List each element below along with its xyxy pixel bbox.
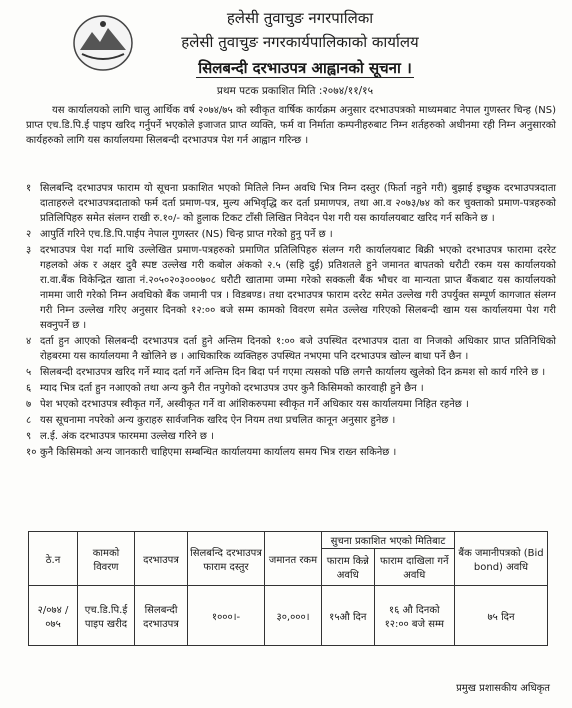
cell-guarantee: ३०,०००। xyxy=(265,586,322,646)
publication-date: प्रथम पटक प्रकाशित मिति :२०७४/११/१५ xyxy=(216,85,374,97)
list-item xyxy=(26,397,556,412)
col-header-bank-guarantee: बैंक जमानीपत्रको (Bid bond) अवधि xyxy=(455,532,548,586)
col-header-pub-group: सुचना प्रकाशित भएको मितिबाट xyxy=(322,532,455,549)
col-header-bid-type: दरभाउपत्र xyxy=(135,532,188,586)
item-number: ४ xyxy=(26,336,32,347)
notice-title-text: सिलबन्दी दरभाउपत्र आह्वानको सूचना । xyxy=(198,59,412,77)
item-number: ७ xyxy=(26,399,32,410)
item-text: दर्ता हुन आएको सिलबन्दी दरभाउपत्र दर्ता हुने अन्तिम दिनको १:०० बजे उपस्थित दरभाउपत्र दाता वा निजको अधिकार प्राप्त प्रतिनिधिको रोहबरमा यस कार्यालयमा नै खोलिने छ । आधिकारिक व्यक्तिहरु उपस्थित नभएमा पनि दरभाउपत्र खोल्न बाधा पर्ने छैन । xyxy=(40,336,556,362)
table-row xyxy=(29,586,548,646)
bid-table xyxy=(28,531,548,646)
col-header-form-fee: सिलबन्दि दरभाउपत्र फाराम दस्तुर xyxy=(188,532,265,586)
item-number: ५ xyxy=(26,367,32,378)
cell-form-fee: १०००।- xyxy=(188,586,265,646)
list-item xyxy=(26,243,556,333)
col-header-work: कामको विवरण xyxy=(78,532,135,586)
item-text: ल.ई. अंक दरभाउपत्र फारममा उल्लेख गरिने छ । xyxy=(40,431,214,442)
list-item xyxy=(26,445,556,460)
item-number: ६ xyxy=(26,383,32,394)
notice-title xyxy=(160,58,450,78)
col-header-submit-period: फाराम दाखिला गर्ने अवधि xyxy=(374,549,454,586)
list-item xyxy=(26,365,556,380)
item-text: यस सूचनामा नपरेको अन्य कुराहरु सार्वजनिक खरिद ऐन नियम तथा प्रचलित कानून अनुसार हुनेछ । xyxy=(40,415,396,426)
cell-submit-period: १६ औ दिनको १२:०० बजे सम्म xyxy=(374,586,454,646)
list-item xyxy=(26,413,556,428)
item-number: १० xyxy=(26,447,37,458)
item-text: म्याद भित्र दर्ता हुन नआएको तथा अन्य कुनै रीत नपुगेको दरभाउपत्र उपर कुनै किसिमको कारवाही हुने छैन । xyxy=(40,383,424,394)
cell-work: एच.डि.पि.ई पाइप खरीद xyxy=(78,586,135,646)
list-item xyxy=(26,429,556,444)
list-item xyxy=(26,381,556,396)
item-text: सिलबन्दी दरभाउपत्र खरिद गर्ने म्याद दर्ता गर्ने अन्तिम दिन बिदा पर्न गएमा त्यसको पछि लगत्तै कार्यालय खुलेको दिन क्रमश सो कार्य गरिने छ । xyxy=(40,367,546,378)
list-item xyxy=(26,227,556,242)
item-number: ९ xyxy=(26,431,32,442)
item-text: आपुर्ति गरिने एच.डि.पि.पाईप नेपाल गुणस्तर (NS) चिन्ह प्राप्त गरेको हुनु पर्ने छ । xyxy=(40,229,333,240)
item-text: सिलबन्दि दरभाउपत्र फाराम यो सूचना प्रकाशित भएको मितिले निम्न अवधि भित्र निम्न दस्तुर (फिर्ता नहुने गरी) बुझाई इच्छुक दरभाउपत्रदाता दाताहरुले दरभाउपत्रदाताको फर्म दर्ता प्रमाण-पत्र, मुल्य अभिवृद्धि कर दर्ता प्रमाणपत्र, तथा आ.व २०७३/७४ को कर चुक्ताको प्रमाण-पत्रहरुको प्रतिलिपिहरु समेत संलग्न राखी रु.१०/- को हुलाक टिकट टाँसी लिखित निवेदन पेश गरी यस कार्यालयबाट खरिद गर्न सकिने छ । xyxy=(40,183,556,224)
cell-bid-type: सिलबन्दी दरभाउपत्र xyxy=(135,586,188,646)
terms-list xyxy=(26,181,556,461)
item-number: १ xyxy=(26,183,32,194)
table-header-row xyxy=(29,532,548,549)
item-text: पेश भएको दरभाउपत्र स्वीकृत गर्ने, अस्वीकृत गर्ने वा आंशिकरुपमा स्वीकृत गर्ने अधिकार यस कार्यालयमा निहित रहनेछ । xyxy=(40,399,469,410)
cell-buy-period: १५औ दिन xyxy=(322,586,375,646)
item-number: ३ xyxy=(26,245,32,256)
cell-bank-guarantee: ७५ दिन xyxy=(455,586,548,646)
col-header-sn: ठे.न xyxy=(29,532,78,586)
office-name: हलेसी तुवाचुङ नगरकार्यपालिकाको कार्यालय xyxy=(181,33,419,51)
cell-sn: २/०७४ /०७५ xyxy=(29,586,78,646)
item-number: ८ xyxy=(26,415,32,426)
col-header-buy-period: फाराम किन्ने अवधि xyxy=(322,549,375,586)
list-item xyxy=(26,334,556,364)
col-header-guarantee: जमानत रकम xyxy=(265,532,322,586)
item-text: कुनै किसिमको अन्य जानकारी चाहिएमा सम्बन्धित कार्यालयमा कार्यालय समय भित्र राख्न सकिनेछ । xyxy=(40,447,397,458)
intro-paragraph: यस कार्यालयको लागि चालु आर्थिक वर्ष २०७४/७५ को स्वीकृत वार्षिक कार्यक्रम अनुसार दरभाउपत्रको माध्यमबाट नेपाल गुणस्तर चिन्ह (NS) प्राप्त एच.डि.पि.ई पाइप खरिद गर्नुपर्ने भएकोले इजाजत प्राप्त व्यक्ति, फर्म वा निर्माता कम्पनीहरुबाट निम्न शर्तहरुको अधीनमा रही निम्न अनुसारको कार्यहरुको लागि यस कार्यालयमा सिलबन्दी दरभाउपत्र पेश गर्न आह्वान गरिन्छ । xyxy=(26,105,556,146)
signature-title: प्रमुख प्रशासकीय अधिकृत xyxy=(456,683,550,694)
emblem-icon xyxy=(72,14,134,72)
list-item xyxy=(26,181,556,226)
item-number: २ xyxy=(26,229,32,240)
municipality-name: हलेसी तुवाचुङ नगरपालिका xyxy=(226,9,374,27)
item-text: दरभाउपत्र पेश गर्दा माथि उल्लेखित प्रमाण-पत्रहरुको प्रमाणित प्रतिलिपिहरु संलग्न गरी कार्यालयबाट बिक्री भएको दरभाउपत्र फारामा दररेट गहलको अंक र अक्षर दुवै स्पष्ट उल्लेख गरी कबोल अंकको २.५ (सहि दुई) प्रतिशतले हुने जमानत बापतको धरौटी रकम यस कार्यालयको रा.वा.बैंक विकेन्द्रित खाता नं.२०५०२०३०००७०८ धरौटी खातामा जम्मा गरेको सक्कली बैंक भौचर वा मान्यता प्राप्त बैंकबाट यस कार्यालयको नाममा जारी गरेको निम्न अवधिको बैंक जमानी पत्र । विडबण्ड। तथा दरभाउपत्र फाराम दररेट समेत उल्लेख गरी उपर्युक्त सम्पूर्ण कागजात संलग्न गरी निम्न उल्लेख गरिए अनुसार दिनको १२:०० बजे सम्म कामको विवरण समेत उल्लेख गरिएको सिलबन्दी खाम यस कार्यालयमा पेश गरी सक्नुपर्ने छ । xyxy=(40,245,556,331)
